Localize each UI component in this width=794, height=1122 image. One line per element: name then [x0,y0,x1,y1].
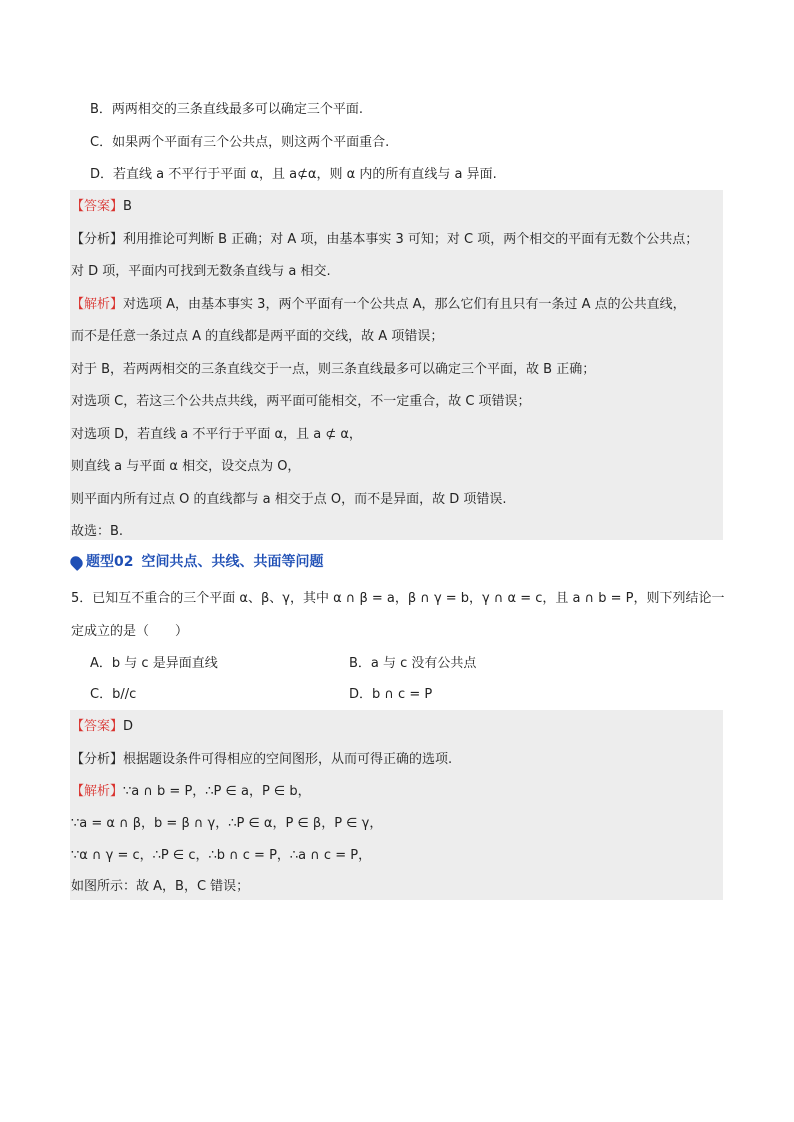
q5-explain-line-4: 如图所示：故 A，B，C 错误； [71,879,250,894]
option-d-prev: D．若直线 a 不平行于平面 α，且 a⊄α，则 α 内的所有直线与 a 异面. [90,167,497,182]
prev-analysis-line-1 [71,231,698,249]
q5-explain-text-1: ∵a ∩ b = P，∴P ∈ a，P ∈ b， [123,784,311,799]
q5-solution-block [70,710,723,900]
q5-analysis-text: 根据题设条件可得相应的空间图形，从而可得正确的选项. [123,752,453,767]
q5-answer-value: D [123,719,134,734]
q5-stem-line-2: 定成立的是（ ） [71,624,189,639]
q5-explain-line-2: ∵a = α ∩ β，b = β ∩ γ，∴P ∈ α，P ∈ β，P ∈ γ， [71,816,383,831]
q5-option-a: A．b 与 c 是异面直线 [90,656,218,671]
section-type-label: 题型02 [86,554,134,570]
prev-explain-line-4: 对选项 C，若这三个公共点共线，两平面可能相交，不一定重合，故 C 项错误； [71,394,531,409]
prev-explain-line-8: 故选：B. [71,524,124,539]
q5-option-c: C．b//c [90,687,137,702]
q5-analysis-line [71,751,452,769]
q5-explain-line-3: ∵α ∩ γ = c，∴P ∈ c，∴b ∩ c = P，∴a ∩ c = P， [71,848,372,863]
q5-stem-line-1: 5．已知互不重合的三个平面 α、β、γ，其中 α ∩ β = a，β ∩ γ = b，γ ∩ α = c，且 a ∩ b = P，则下列结论一 [71,591,725,606]
q5-option-b: B．a 与 c 没有公共点 [349,656,477,671]
analysis-label: 【分析】 [71,232,124,247]
option-c-prev: C．如果两个平面有三个公共点，则这两个平面重合. [90,135,390,150]
analysis-text: 利用推论可判断 B 正确；对 A 项，由基本事实 3 可知；对 C 项，两个相交的平面有无数个公共点； [123,232,699,247]
answer-value: B [123,199,132,214]
explain-text: 对选项 A，由基本事实 3，两个平面有一个公共点 A，那么它们有且只有一条过 A 点的公共直线， [123,297,686,312]
answer-label: 【答案】 [71,199,124,214]
section-title: 空间共点、共线、共面等问题 [141,554,324,570]
q5-answer-line [71,718,133,736]
q5-option-d: D．b ∩ c = P [349,687,433,702]
prev-explain-line-5: 对选项 D，若直线 a 不平行于平面 α，且 a ⊄ α， [71,427,362,442]
prev-answer-line [71,198,132,216]
q5-explain-line-1 [71,783,311,801]
prev-analysis-line-2: 对 D 项，平面内可找到无数条直线与 a 相交. [71,264,331,279]
q5-explain-label: 【解析】 [71,784,124,799]
prev-explain-line-7: 则平面内所有过点 O 的直线都与 a 相交于点 O，而不是异面，故 D 项错误. [71,492,507,507]
section-heading [71,553,323,571]
prev-explain-line-2: 而不是任意一条过点 A 的直线都是两平面的交线，故 A 项错误； [71,329,444,344]
q5-answer-label: 【答案】 [71,719,124,734]
q5-analysis-label: 【分析】 [71,752,124,767]
prev-explain-line-6: 则直线 a 与平面 α 相交，设交点为 O， [71,459,301,474]
prev-explain-line-3: 对于 B，若两两相交的三条直线交于一点，则三条直线最多可以确定三个平面，故 B 正确； [71,362,596,377]
explain-label: 【解析】 [71,297,124,312]
location-pin-icon [68,554,85,571]
option-b-prev: B．两两相交的三条直线最多可以确定三个平面. [90,102,364,117]
prev-explain-line-1 [71,296,686,314]
